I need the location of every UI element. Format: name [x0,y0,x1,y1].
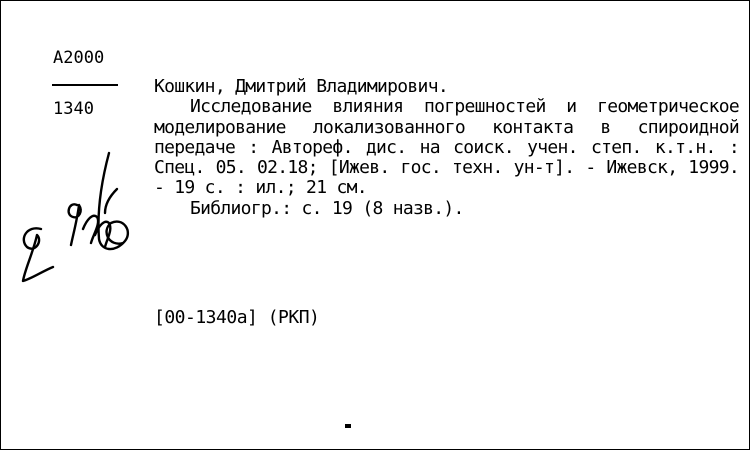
bibliography-note: Библиогр.: с. 19 (8 назв.). [190,197,464,219]
registration-number: [00-1340а] (РКП) [154,307,320,328]
shelf-number: 1340 [53,99,94,119]
ink-speck [345,424,351,428]
author-heading: Кошкин, Дмитрий Владимирович. [154,76,448,97]
title-description: Исследование влияния погрешностей и геометрическое моделирование локализованного контакта в спироидной передаче : Автореф. дис. на соиск. учен. степ. к.т.н. : Спец. 05. 02.18; [Ижев. гос. техн. ун-т]. - Ижевск, 1999. - 19 с. : ил.; 21 см. [154,96,739,199]
bibliographic-entry [154,77,739,219]
handwritten-signature [13,143,143,303]
shelf-divider [52,84,118,86]
shelf-code: A2000 [53,48,105,68]
